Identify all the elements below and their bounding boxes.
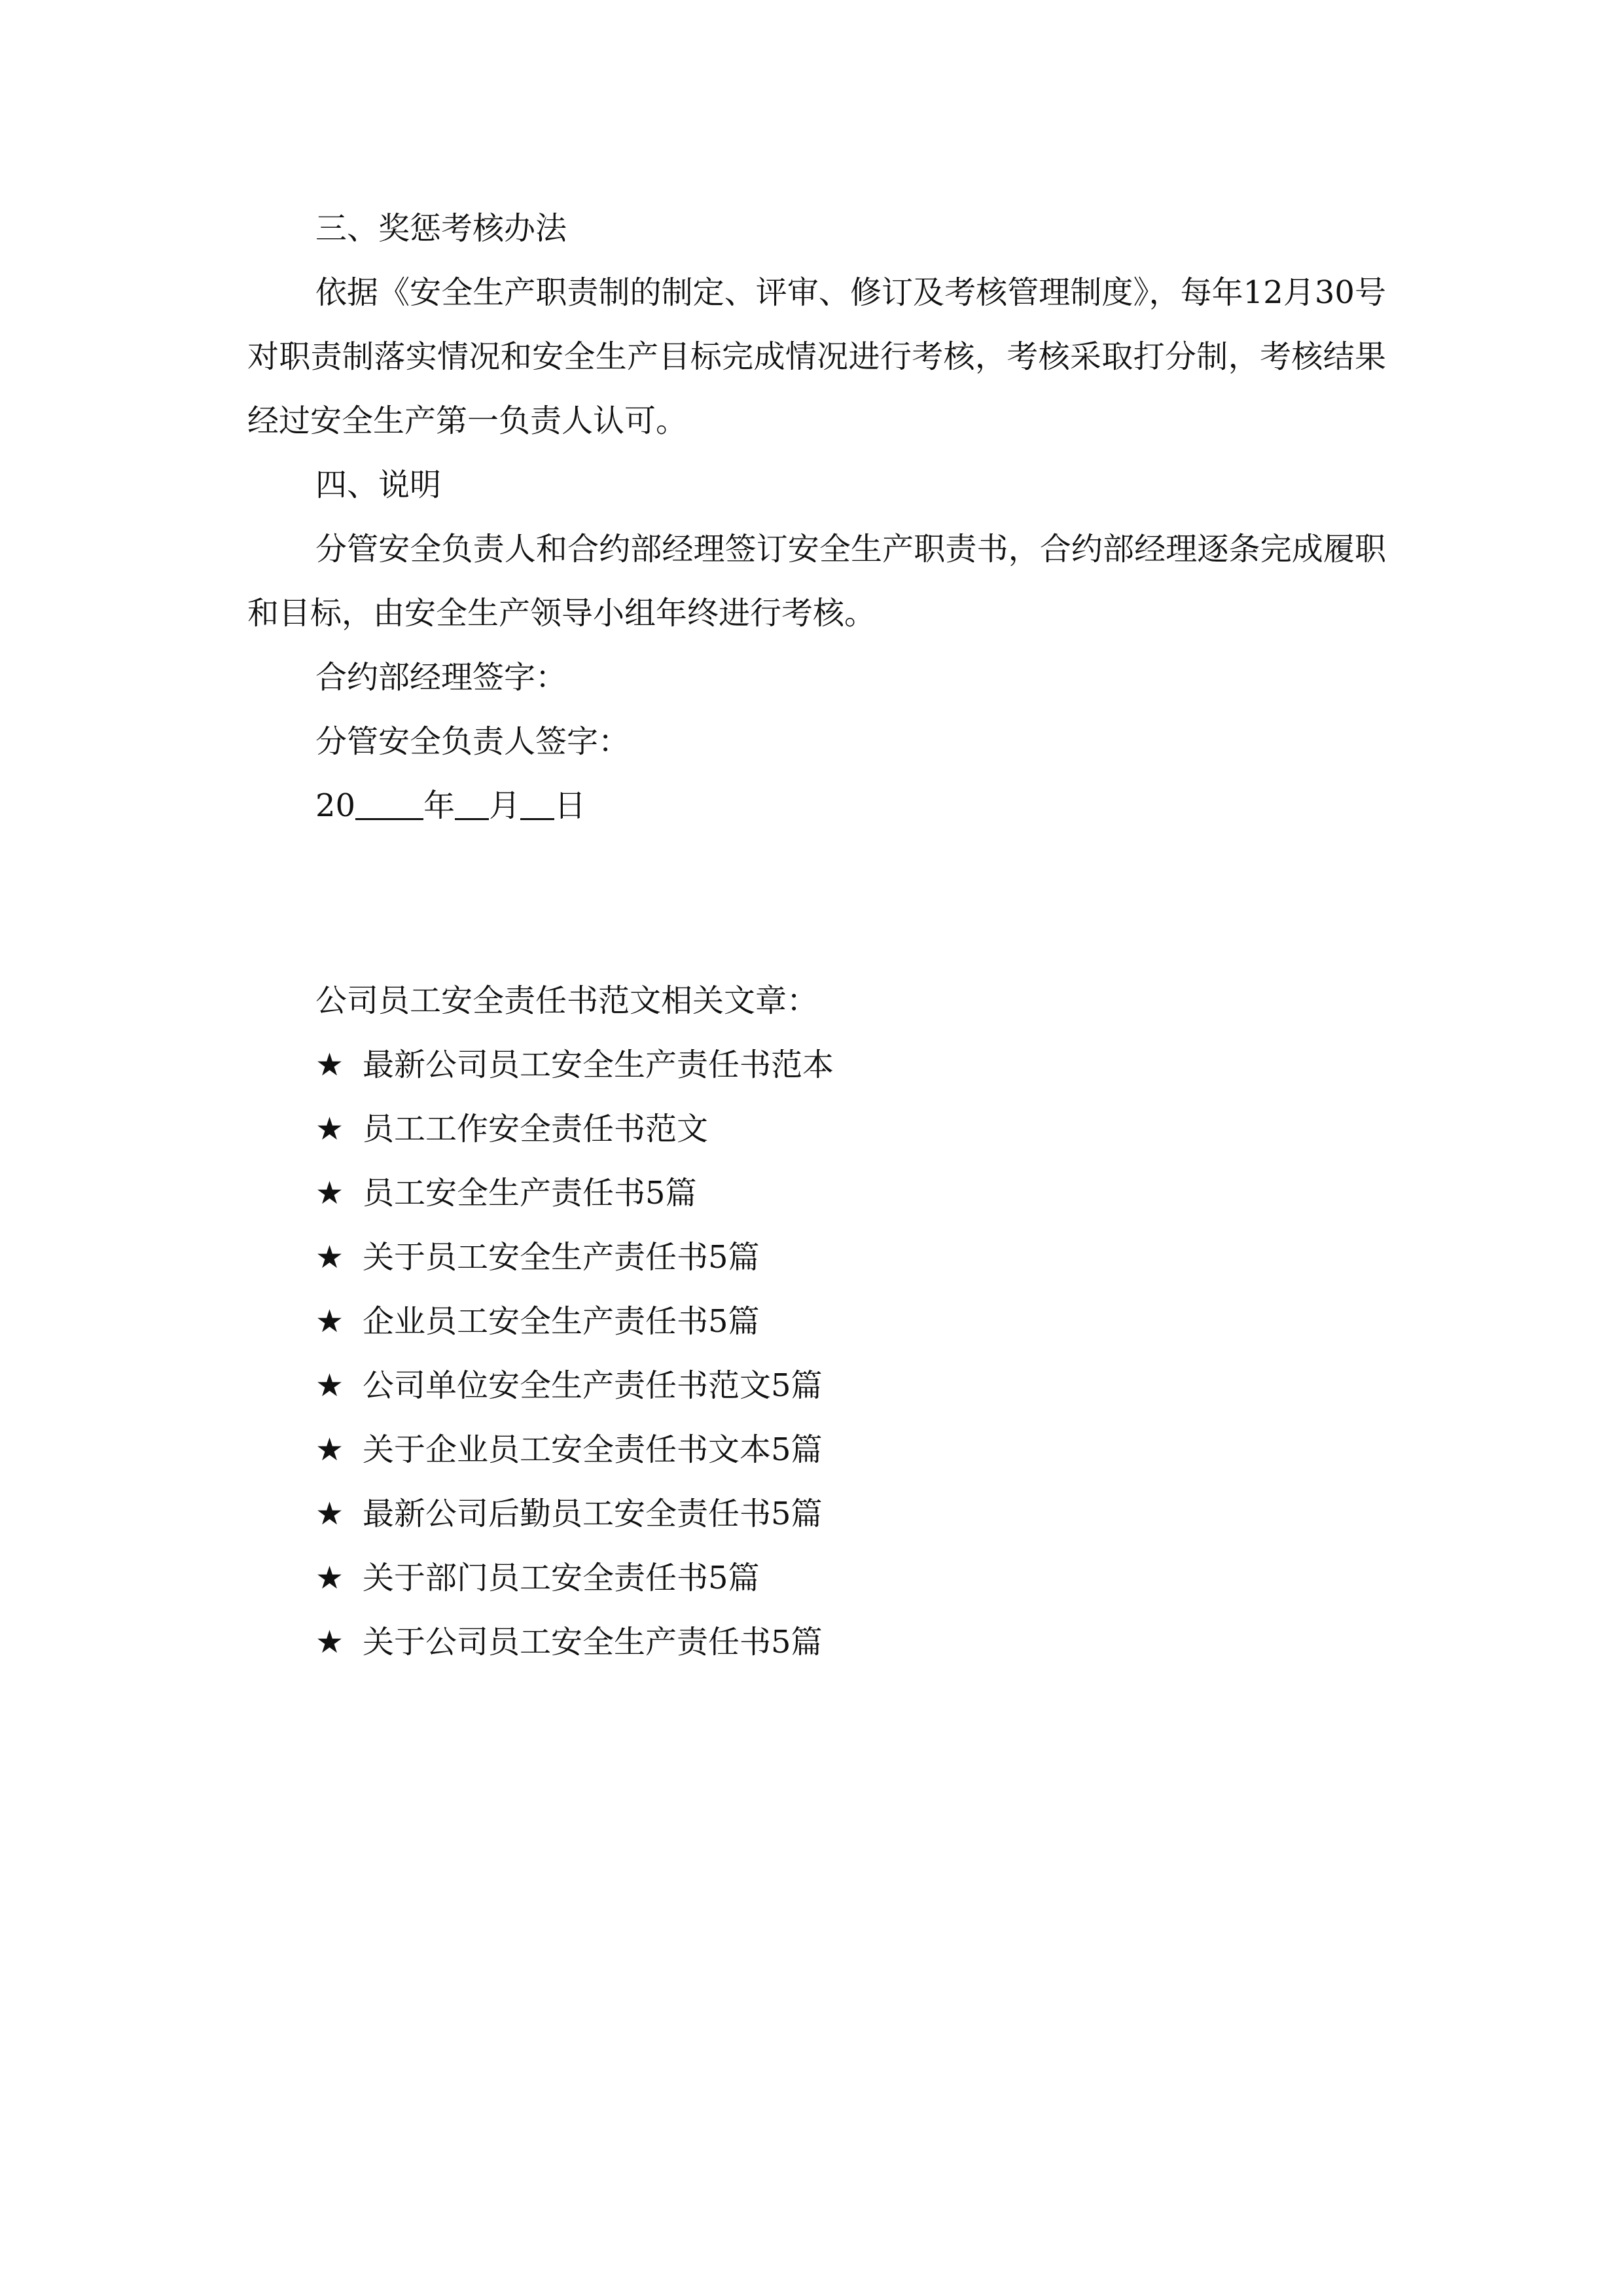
- related-article-title: 关于公司员工安全生产责任书5篇: [363, 1624, 823, 1660]
- star-icon: ★: [315, 1047, 344, 1083]
- safety-lead-signature-label: 分管安全负责人签字：: [315, 723, 630, 760]
- related-article-title: 员工安全生产责任书5篇: [363, 1175, 697, 1211]
- related-article-title: 关于部门员工安全责任书5篇: [363, 1560, 760, 1596]
- section-4-body: 分管安全负责人和合约部经理签订安全生产职责书，合约部经理逐条完成履职和目标，由安全生产领导小组年终进行考核。: [247, 531, 1386, 632]
- related-article-link[interactable]: [315, 1161, 1363, 1225]
- date-year-label: 年: [423, 787, 455, 824]
- date-day-label: 日: [554, 787, 586, 824]
- star-icon: ★: [315, 1367, 344, 1404]
- star-icon: ★: [315, 1624, 344, 1660]
- related-article-link[interactable]: [315, 1033, 1363, 1097]
- contract-manager-signature-label: 合约部经理签字：: [315, 659, 567, 696]
- year-blank: [355, 787, 423, 820]
- star-icon: ★: [315, 1496, 344, 1532]
- star-icon: ★: [315, 1111, 344, 1147]
- date-year-prefix: 20: [315, 787, 356, 824]
- related-article-title: 企业员工安全生产责任书5篇: [363, 1303, 760, 1340]
- section-4-heading: 四、说明: [315, 467, 442, 503]
- related-article-title: 关于企业员工安全责任书文本5篇: [363, 1431, 823, 1468]
- related-articles-title: 公司员工安全责任书范文相关文章：: [315, 982, 819, 1019]
- document-body: [247, 196, 1386, 838]
- related-articles: [315, 969, 1363, 1674]
- star-icon: ★: [315, 1175, 344, 1211]
- section-3-heading: 三、奖惩考核办法: [315, 210, 567, 247]
- date-month-label: 月: [489, 787, 521, 824]
- star-icon: ★: [315, 1239, 344, 1276]
- section-3-body: 依据《安全生产职责制的制定、评审、修订及考核管理制度》，每年12月30号对职责制落实情况和安全生产目标完成情况进行考核，考核采取打分制，考核结果经过安全生产第一负责人认可。: [247, 274, 1386, 439]
- related-articles-list: [315, 1033, 1363, 1674]
- related-article-title: 员工工作安全责任书范文: [363, 1111, 709, 1147]
- day-blank: [520, 787, 554, 820]
- star-icon: ★: [315, 1303, 344, 1340]
- related-article-title: 关于员工安全生产责任书5篇: [363, 1239, 760, 1276]
- date-line: [247, 774, 1386, 838]
- related-article-link[interactable]: [315, 1354, 1363, 1418]
- related-article-link[interactable]: [315, 1097, 1363, 1161]
- related-article-link[interactable]: [315, 1482, 1363, 1546]
- related-article-link[interactable]: [315, 1418, 1363, 1482]
- related-article-link[interactable]: [315, 1225, 1363, 1289]
- related-article-title: 最新公司后勤员工安全责任书5篇: [363, 1496, 823, 1532]
- related-article-title: 公司单位安全生产责任书范文5篇: [363, 1367, 823, 1404]
- related-article-link[interactable]: [315, 1610, 1363, 1674]
- month-blank: [455, 787, 489, 820]
- related-article-link[interactable]: [315, 1546, 1363, 1610]
- related-article-title: 最新公司员工安全生产责任书范本: [363, 1047, 834, 1083]
- star-icon: ★: [315, 1560, 344, 1596]
- related-article-link[interactable]: [315, 1289, 1363, 1354]
- star-icon: ★: [315, 1431, 344, 1468]
